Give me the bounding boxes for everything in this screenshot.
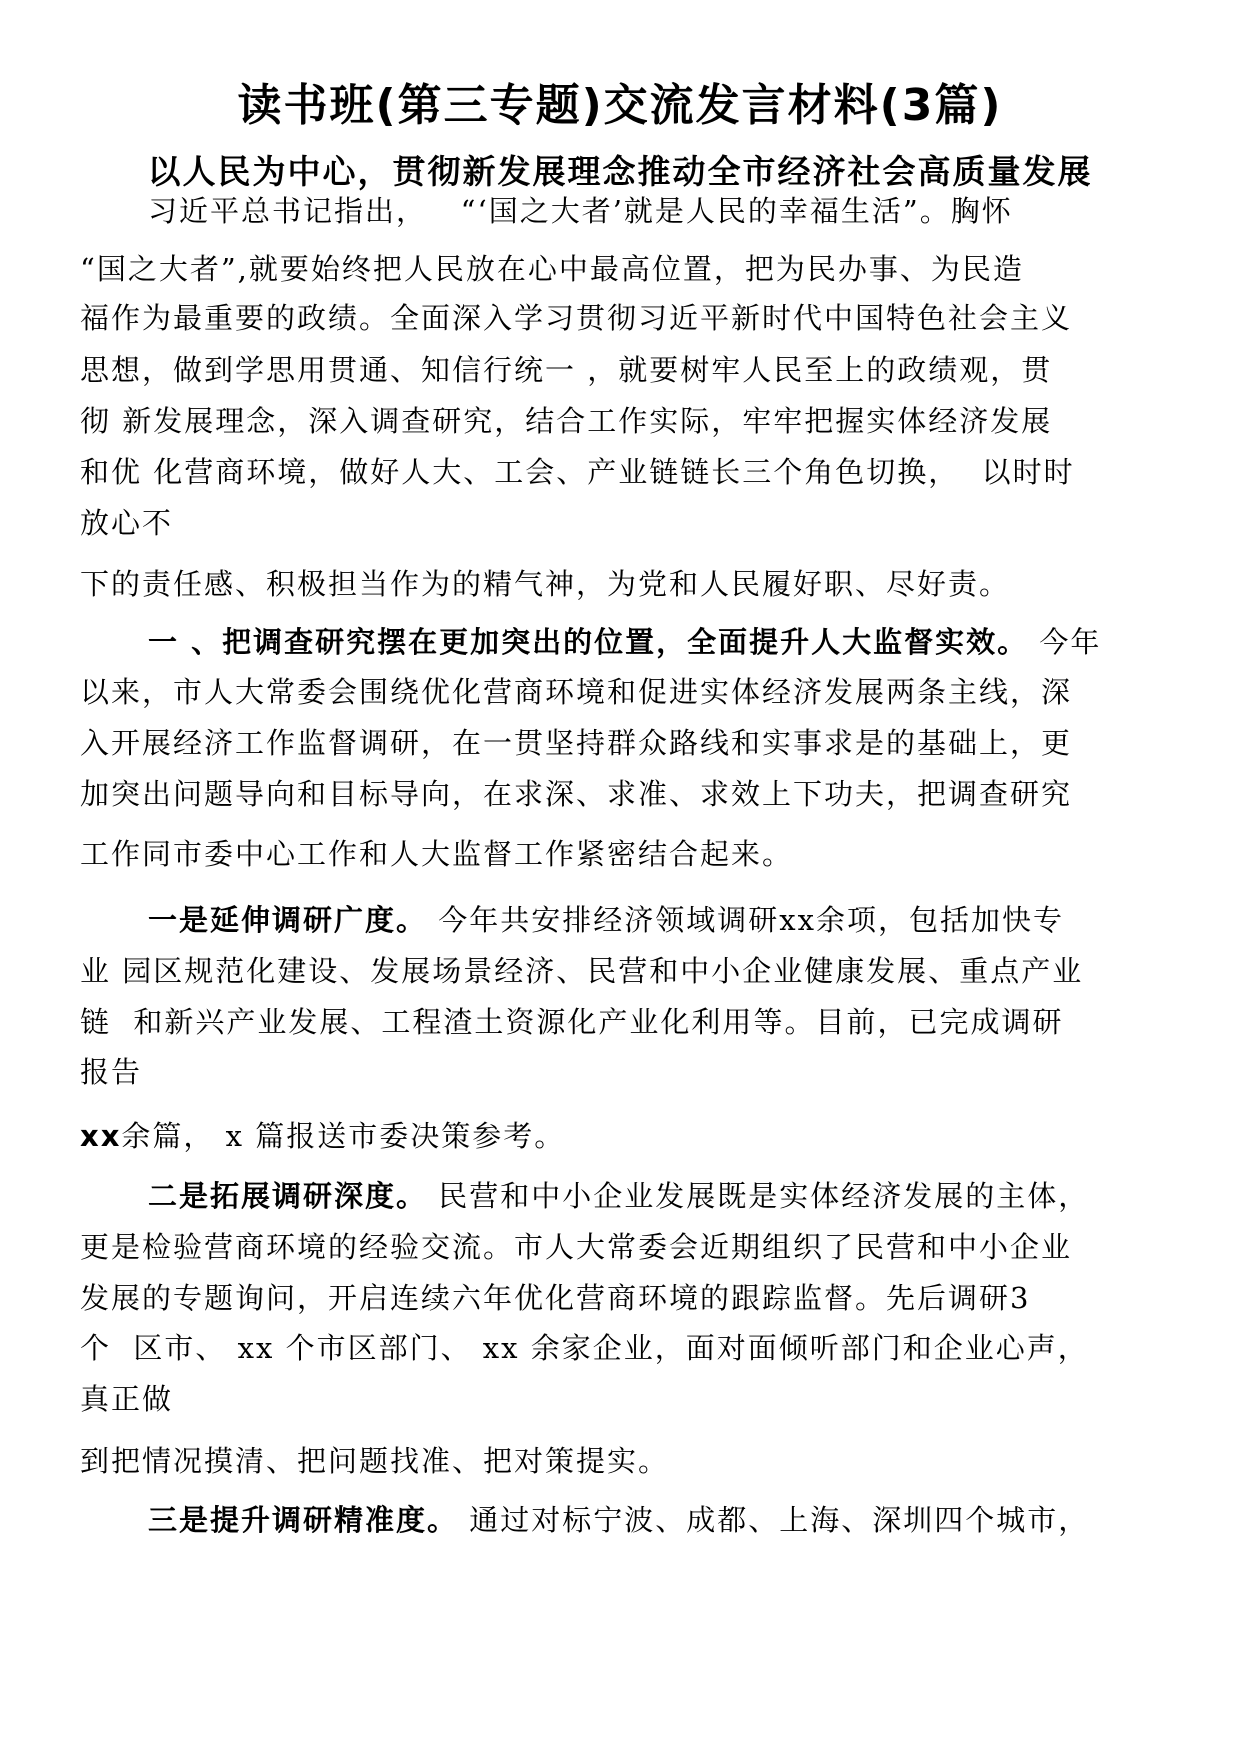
paragraph-line: 业 园区规范化建设、发展场景经济、民营和中小企业健康发展、重点产业 xyxy=(80,954,1084,988)
point-line xyxy=(148,900,1064,940)
paragraph-line: 以来，市人大常委会围绕优化营商环境和促进实体经济发展两条主线，深 xyxy=(80,675,1073,709)
point-text: 今年共安排经济领域调研xx余项，包括加快专 xyxy=(427,903,1064,937)
count-placeholder: xx xyxy=(80,1119,122,1153)
paragraph-line: 真正做 xyxy=(80,1382,174,1416)
point-line xyxy=(148,1176,1089,1216)
point-line xyxy=(148,1500,1089,1540)
point-heading: 二是拓展调研深度。 xyxy=(148,1179,428,1213)
paragraph-line: 加突出问题导向和目标导向，在求深、求准、求效上下功夫，把调查研究 xyxy=(80,777,1073,811)
paragraph-line: 下的责任感、积极担当作为的精气神，为党和人民履好职、尽好责。 xyxy=(80,567,1011,601)
paragraph-line: 习近平总书记指出， “‘国之大者’就是人民的幸福生活”。胸怀 xyxy=(148,194,1013,228)
document-title: 读书班(第三专题)交流发言材料(3篇) xyxy=(237,80,1003,131)
paragraph-line: 链 和新兴产业发展、工程渣土资源化产业化利用等。目前，已完成调研 xyxy=(80,1005,1064,1039)
paragraph-line: 彻 新发展理念，深入调查研究，结合工作实际，牢牢把握实体经济发展 xyxy=(80,404,1053,438)
paragraph-line: 福作为最重要的政绩。全面深入学习贯彻习近平新时代中国特色社会主义 xyxy=(80,301,1073,335)
paragraph-line: 到把情况摸清、把问题找准、把对策提实。 xyxy=(80,1444,670,1478)
paragraph-line: 思想，做到学思用贯通、知信行统一 ，就要树牢人民至上的政绩观，贯 xyxy=(80,353,1053,387)
point-heading: 一是延伸调研广度。 xyxy=(148,903,428,937)
point-heading: 三是提升调研精准度。 xyxy=(148,1503,459,1537)
paragraph-line: 更是检验营商环境的经验交流。市人大常委会近期组织了民营和中小企业 xyxy=(80,1230,1073,1264)
paragraph-line xyxy=(80,1116,565,1156)
paragraph-line: 和优 化营商环境，做好人大、工会、产业链链长三个角色切换， 以时时 xyxy=(80,455,1075,489)
paragraph-line: 发展的专题询问，开启连续六年优化营商环境的跟踪监督。先后调研3 xyxy=(80,1281,1031,1315)
document-subtitle: 以人民为中心，贯彻新发展理念推动全市经济社会高质量发展 xyxy=(147,152,1093,191)
paragraph-line: 放心不 xyxy=(80,506,174,540)
point-text: 民营和中小企业发展既是实体经济发展的主体， xyxy=(427,1179,1090,1213)
section-heading-line xyxy=(148,622,1101,662)
point-text: 通过对标宁波、成都、上海、深圳四个城市， xyxy=(458,1503,1090,1537)
paragraph-line: 工作同市委中心工作和人大监督工作紧密结合起来。 xyxy=(80,837,794,871)
paragraph-line: 入开展经济工作监督调研，在一贯坚持群众路线和实事求是的基础上，更 xyxy=(80,726,1073,760)
paragraph-line: “国之大者”,就要始终把人民放在心中最高位置，把为民办事、为民造 xyxy=(80,252,1024,286)
paragraph-line: 报告 xyxy=(80,1055,143,1089)
paragraph-text: 余篇， x 篇报送市委决策参考。 xyxy=(121,1119,566,1153)
section-heading-continuation: 今年 xyxy=(1028,625,1102,659)
section-heading: 一 、把调查研究摆在更加突出的位置，全面提升人大监督实效。 xyxy=(148,625,1029,659)
paragraph-line: 个 区市、 xx 个市区部门、 xx 余家企业，面对面倾听部门和企业心声， xyxy=(80,1331,1089,1365)
